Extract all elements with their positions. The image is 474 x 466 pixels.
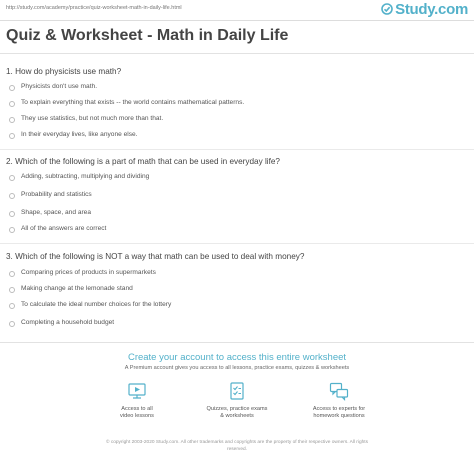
radio-button[interactable] <box>9 193 15 199</box>
answer-text: Physicists don't use math. <box>21 83 98 90</box>
experts-icon <box>329 381 349 401</box>
radio-button[interactable] <box>9 175 15 181</box>
answer-option[interactable] <box>0 130 474 144</box>
answer-text: They use statistics, but not much more than that. <box>21 115 164 122</box>
feature-line: & worksheets <box>220 413 254 419</box>
answer-option[interactable] <box>0 190 474 204</box>
answer-option[interactable] <box>0 98 474 112</box>
question-3: 3. Which of the following is NOT a way that math can be used to deal with money? <box>6 252 305 261</box>
answer-text: Completing a household budget <box>21 319 115 326</box>
study-logo[interactable] <box>381 1 468 17</box>
promo-subtitle: A Premium account gives you access to all lessons, practice exams, quizzes & worksheets <box>124 365 350 371</box>
radio-button[interactable] <box>9 287 15 293</box>
footer-line: © copyright 2003-2020 Study.com. All other trademarks and copyrights are the property of their respective owners. All rights <box>105 440 369 445</box>
radio-button[interactable] <box>9 117 15 123</box>
radio-button[interactable] <box>9 211 15 217</box>
answer-option[interactable] <box>0 318 474 332</box>
feature-video-lessons <box>97 381 177 420</box>
divider <box>0 20 474 21</box>
page-title: Quiz & Worksheet - Math in Daily Life <box>6 27 289 44</box>
answer-option[interactable] <box>0 268 474 282</box>
radio-button[interactable] <box>9 101 15 107</box>
answer-text: Comparing prices of products in supermarkets <box>21 269 156 276</box>
logo-text: Study.com <box>395 0 468 18</box>
answer-option[interactable] <box>0 114 474 128</box>
feature-line: video lessons <box>120 413 154 419</box>
answer-text: In their everyday lives, like anyone else. <box>21 131 138 138</box>
video-icon <box>127 381 147 401</box>
answer-text: All of the answers are correct <box>21 225 107 232</box>
radio-button[interactable] <box>9 85 15 91</box>
footer-line: reserved. <box>227 447 247 452</box>
page-url: http://study.com/academy/practice/quiz-worksheet-math-in-daily-life.html <box>6 5 182 11</box>
feature-line: Access to experts for <box>312 406 366 412</box>
question-2: 2. Which of the following is a part of math that can be used in everyday life? <box>6 157 280 166</box>
answer-text: To explain everything that exists -- the world contains mathematical patterns. <box>21 99 245 106</box>
answer-text: Adding, subtracting, multiplying and dividing <box>21 173 150 180</box>
feature-experts <box>299 381 379 420</box>
answer-option[interactable] <box>0 208 474 222</box>
radio-button[interactable] <box>9 227 15 233</box>
answer-text: To calculate the ideal number choices for the lottery <box>21 301 172 308</box>
answer-text: Probability and statistics <box>21 191 92 198</box>
answer-text: Shape, space, and area <box>21 209 92 216</box>
feature-line: Access to all <box>121 406 153 412</box>
answer-text: Making change at the lemonade stand <box>21 285 133 292</box>
answer-option[interactable] <box>0 300 474 314</box>
answer-option[interactable] <box>0 284 474 298</box>
answer-option[interactable] <box>0 172 474 186</box>
divider <box>0 53 474 54</box>
quiz-icon <box>227 381 247 401</box>
answer-option[interactable] <box>0 82 474 96</box>
feature-quizzes <box>197 381 277 420</box>
radio-button[interactable] <box>9 321 15 327</box>
answer-option[interactable] <box>0 224 474 238</box>
divider <box>0 342 474 343</box>
radio-button[interactable] <box>9 303 15 309</box>
copyright-footer <box>0 439 474 453</box>
top-bar <box>0 0 474 20</box>
study-logo-icon <box>381 3 393 15</box>
feature-line: Quizzes, practice exams <box>206 406 268 412</box>
radio-button[interactable] <box>9 133 15 139</box>
divider <box>0 149 474 150</box>
feature-line: homework questions <box>313 413 365 419</box>
divider <box>0 243 474 244</box>
question-1: 1. How do physicists use math? <box>6 67 122 76</box>
promo-title[interactable]: Create your account to access this entire worksheet <box>127 352 347 363</box>
radio-button[interactable] <box>9 271 15 277</box>
